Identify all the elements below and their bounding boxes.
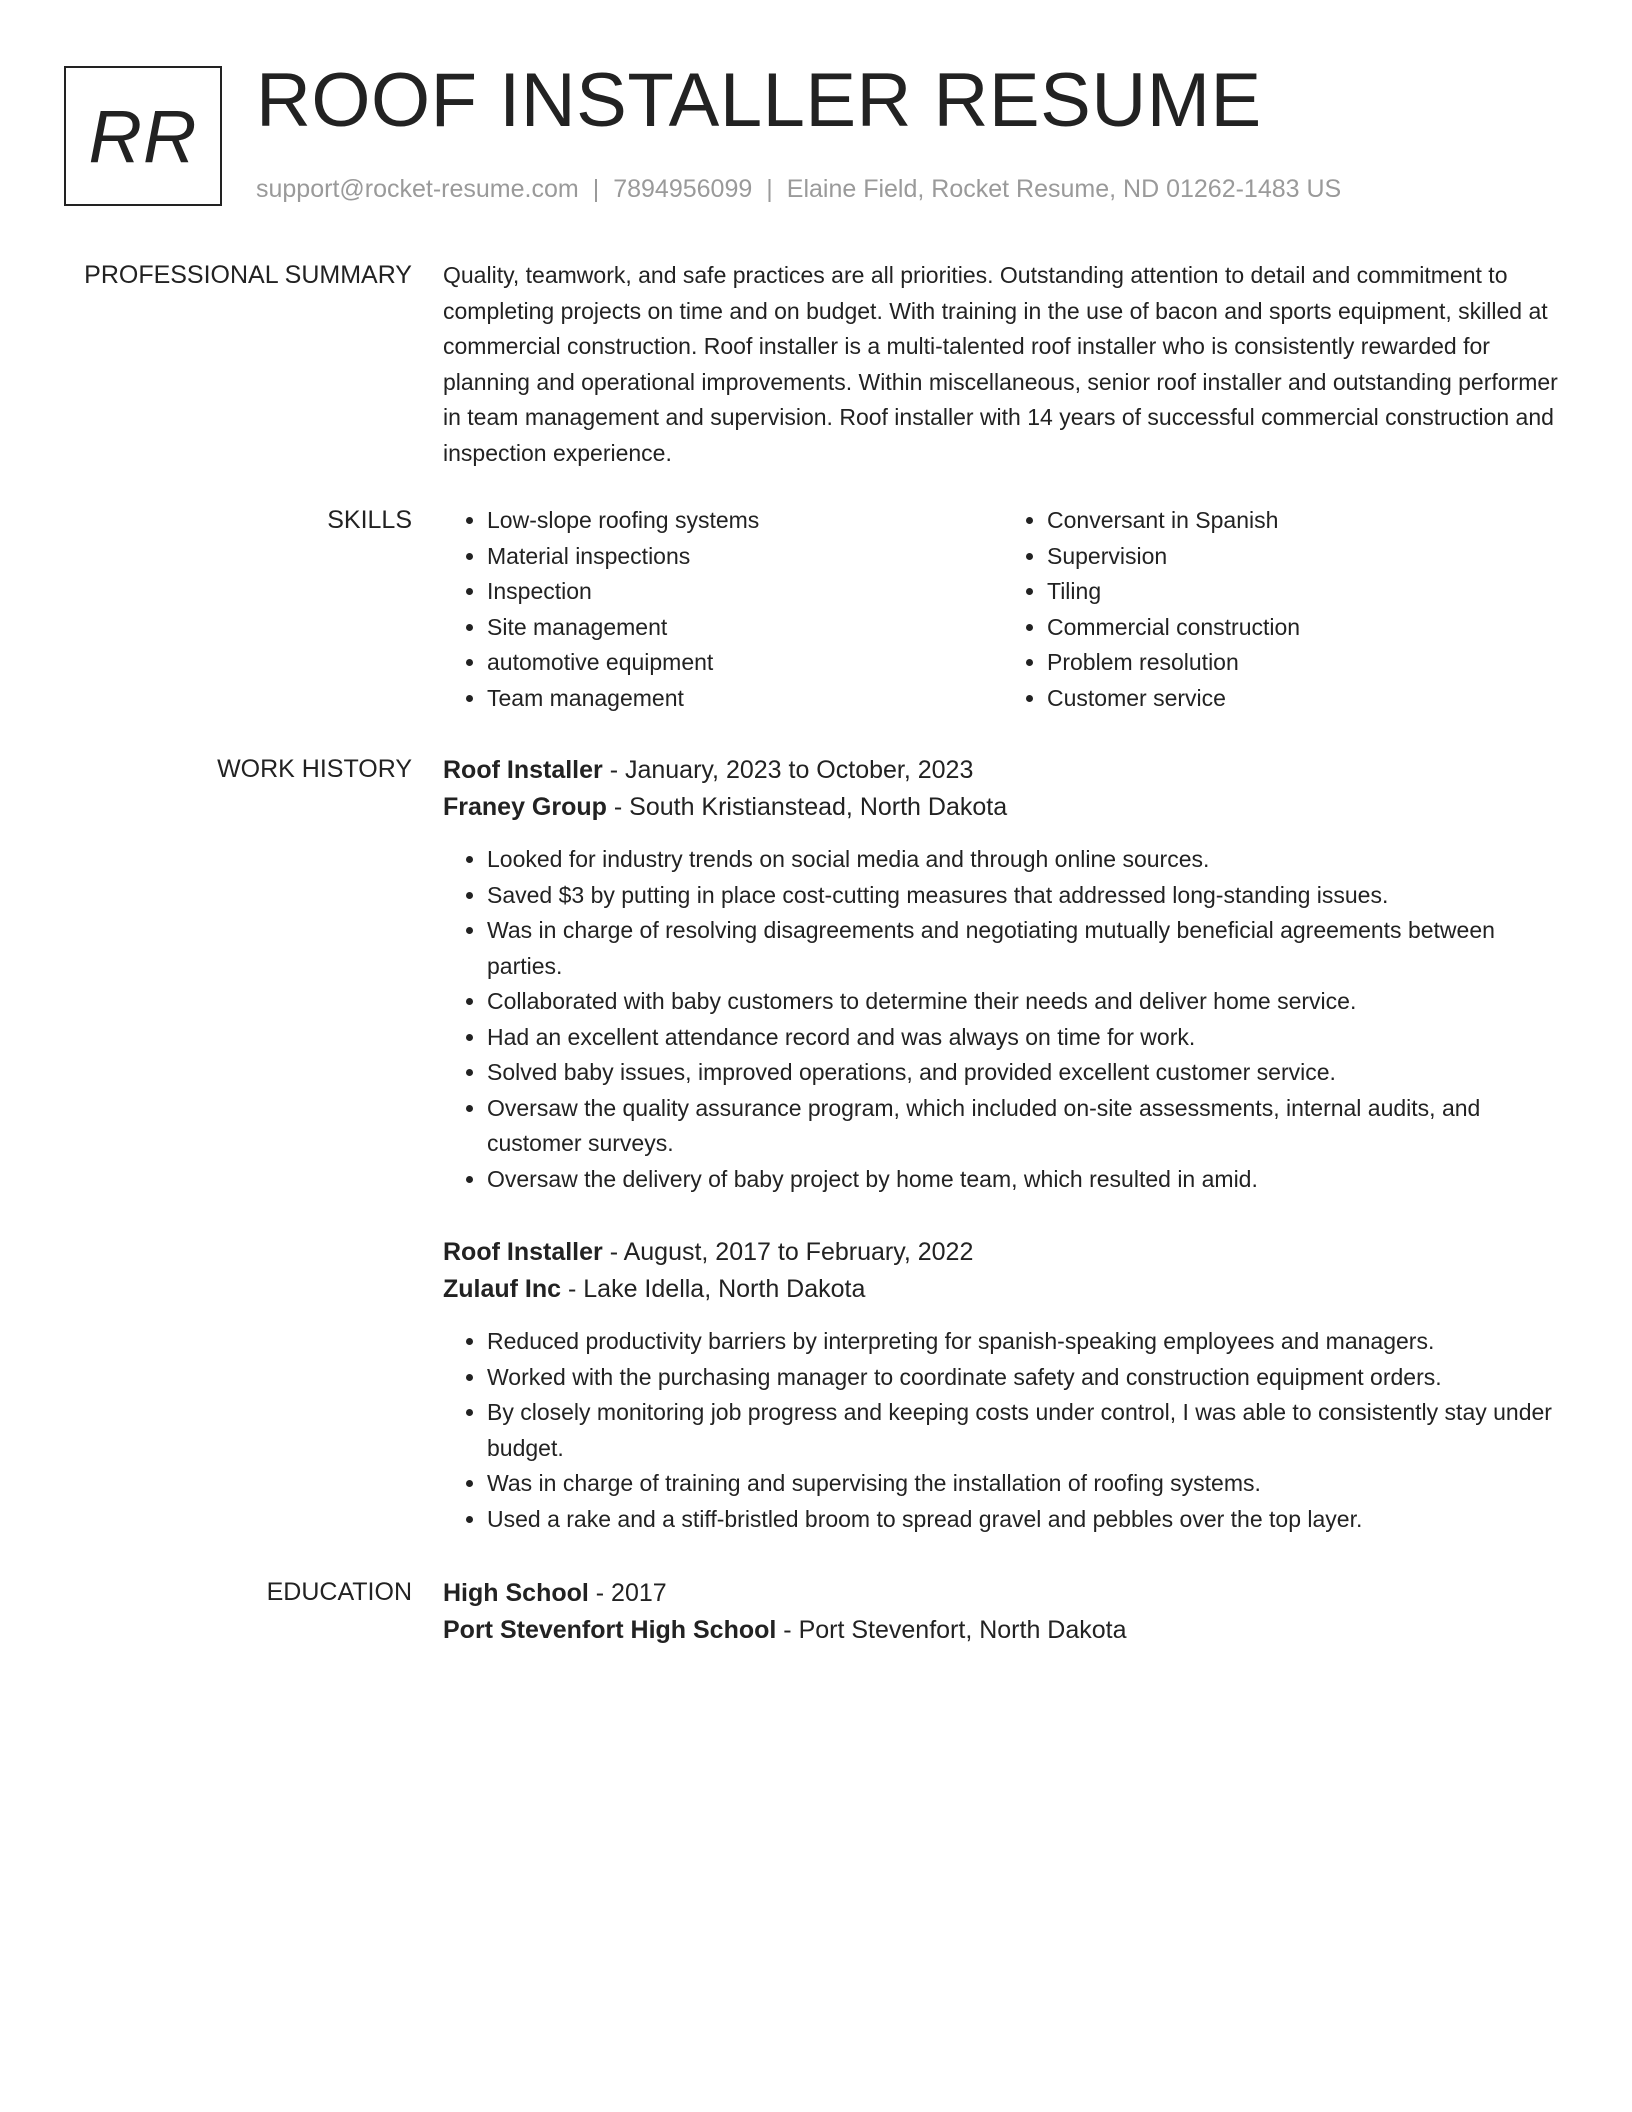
- section-heading-skills: SKILLS: [327, 506, 412, 534]
- skill-item: • Commercial construction: [1047, 610, 1563, 646]
- job-dates: - August, 2017 to February, 2022: [602, 1238, 974, 1266]
- education-school: Port Stevenfort High School: [443, 1616, 777, 1644]
- job-entry: [443, 1234, 1563, 1537]
- job-bullet: • Collaborated with baby customers to determine their needs and deliver home service.: [487, 984, 1563, 1020]
- job-bullet: • Oversaw the delivery of baby project by home team, which resulted in amid.: [487, 1162, 1563, 1198]
- job-bullet: • Looked for industry trends on social media and through online sources.: [487, 842, 1563, 878]
- education-location: - Port Stevenfort, North Dakota: [776, 1616, 1127, 1644]
- skill-item: • Low-slope roofing systems: [487, 503, 1003, 539]
- education-year: - 2017: [588, 1579, 667, 1607]
- job-bullet: • Was in charge of training and supervising the installation of roofing systems.: [487, 1466, 1563, 1502]
- job-bullet: • Oversaw the quality assurance program, which included on-site assessments, internal audits, and customer surveys.: [487, 1091, 1563, 1162]
- job-title: Roof Installer: [443, 1238, 603, 1266]
- job-dates: - January, 2023 to October, 2023: [602, 756, 974, 784]
- summary-body: [443, 258, 1563, 471]
- job-location: - South Kristianstead, North Dakota: [606, 793, 1008, 821]
- skills-list-left: [443, 503, 1003, 716]
- job-bullet: • Saved $3 by putting in place cost-cutting measures that addressed long-standing issues.: [487, 878, 1563, 914]
- job-title-line: [443, 1234, 1563, 1271]
- job-title-line: [443, 752, 1563, 789]
- job-company-line: [443, 789, 1563, 826]
- resume-title: ROOF INSTALLER RESUME: [256, 58, 1262, 143]
- section-heading-summary: PROFESSIONAL SUMMARY: [84, 261, 412, 289]
- contact-separator: |: [592, 175, 600, 203]
- skill-item: • Site management: [487, 610, 1003, 646]
- job-company: Franey Group: [443, 793, 607, 821]
- job-title: Roof Installer: [443, 756, 603, 784]
- skill-item: • Customer service: [1047, 681, 1563, 717]
- education-degree: High School: [443, 1579, 589, 1607]
- section-heading-education: EDUCATION: [266, 1578, 412, 1606]
- job-bullet: • Worked with the purchasing manager to coordinate safety and construction equipment orders.: [487, 1360, 1563, 1396]
- section-heading-work-history: WORK HISTORY: [217, 755, 412, 783]
- skill-item: • Team management: [487, 681, 1003, 717]
- skill-item: • Problem resolution: [1047, 645, 1563, 681]
- contact-line: [256, 172, 1341, 206]
- contact-phone: 7894956099: [613, 175, 753, 203]
- skill-item: • automotive equipment: [487, 645, 1003, 681]
- job-company: Zulauf Inc: [443, 1275, 562, 1303]
- monogram-logo: [64, 66, 222, 206]
- monogram-text: RR: [88, 94, 198, 178]
- education-school-line: [443, 1612, 1563, 1649]
- job-location: - Lake Idella, North Dakota: [561, 1275, 866, 1303]
- skill-item: • Conversant in Spanish: [1047, 503, 1563, 539]
- job-bullet: • Had an excellent attendance record and was always on time for work.: [487, 1020, 1563, 1056]
- contact-email: support@rocket-resume.com: [256, 175, 579, 203]
- job-bullet: • Reduced productivity barriers by interpreting for spanish-speaking employees and managers.: [487, 1324, 1563, 1360]
- skill-item: • Inspection: [487, 574, 1003, 610]
- job-bullet-list: [443, 842, 1563, 1197]
- skill-item: • Material inspections: [487, 539, 1003, 575]
- job-bullet: • Solved baby issues, improved operations, and provided excellent customer service.: [487, 1055, 1563, 1091]
- skills-list-right: [1003, 503, 1563, 716]
- contact-address: Elaine Field, Rocket Resume, ND 01262-1483 US: [786, 175, 1342, 203]
- skills-body: [443, 503, 1563, 716]
- education-degree-line: [443, 1575, 1563, 1612]
- skill-item: • Supervision: [1047, 539, 1563, 575]
- job-bullet: • By closely monitoring job progress and keeping costs under control, I was able to consistently stay under budget.: [487, 1395, 1563, 1466]
- education-entry: [443, 1575, 1563, 1649]
- contact-separator: |: [766, 175, 773, 203]
- job-bullet: • Was in charge of resolving disagreements and negotiating mutually beneficial agreements between parties.: [487, 913, 1563, 984]
- job-company-line: [443, 1271, 1563, 1308]
- job-bullet-list: [443, 1324, 1563, 1537]
- job-bullet: • Used a rake and a stiff-bristled broom to spread gravel and pebbles over the top layer.: [487, 1502, 1563, 1538]
- summary-text: Quality, teamwork, and safe practices are all priorities. Outstanding attention to detail and commitment to completing projects on time and on budget. With training in the use of bacon and sports equipment, skilled at commercial construction. Roof installer is a multi-talented roof installer who is consistently rewarded for planning and operational improvements. Within miscellaneous, senior roof installer and outstanding performer in team management and supervision. Roof installer with 14 years of successful commercial construction and inspection experience.: [443, 262, 1558, 466]
- skill-item: • Tiling: [1047, 574, 1563, 610]
- job-entry: [443, 752, 1563, 1197]
